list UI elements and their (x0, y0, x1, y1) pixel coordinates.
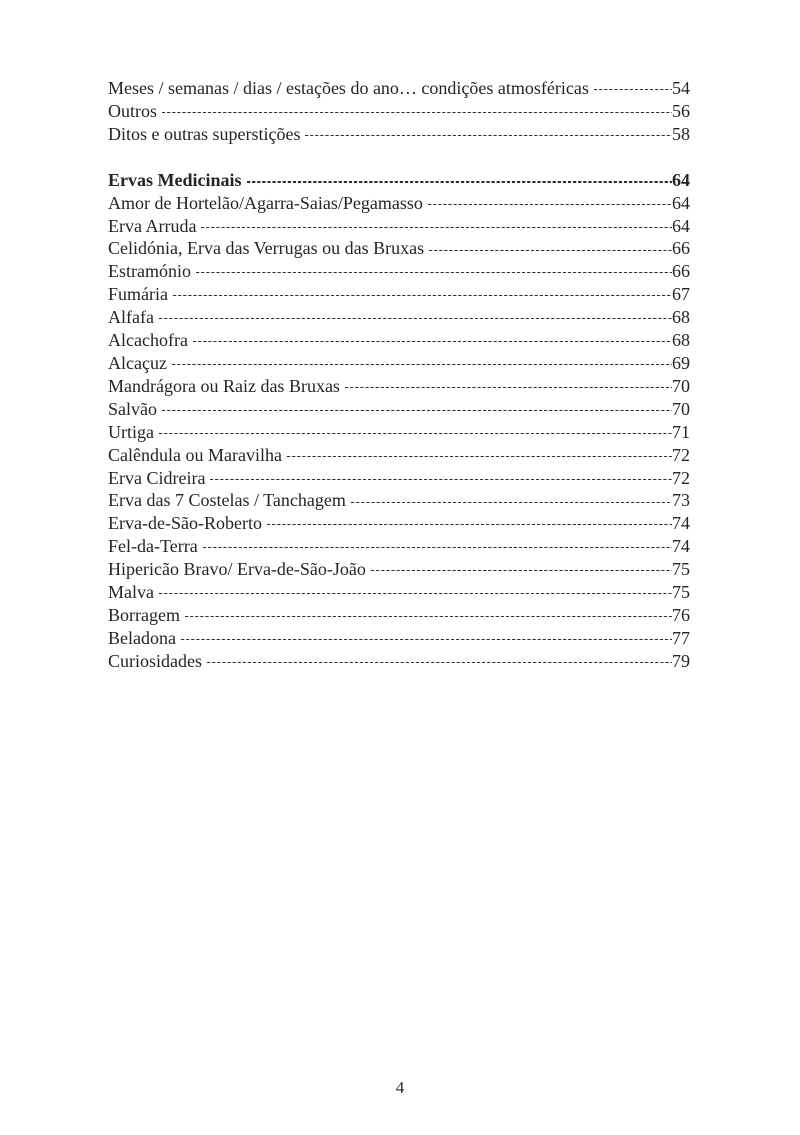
toc-entry-page: 74 (672, 513, 690, 534)
toc-entry (108, 352, 690, 375)
toc-entry-label: Alcachofra (108, 330, 188, 351)
dash-leader (287, 444, 672, 467)
toc-entry-page: 54 (672, 78, 690, 98)
toc-entry-page: 77 (672, 627, 690, 648)
dash-leader (203, 535, 672, 558)
toc-entry-label: Erva Cidreira (108, 467, 206, 488)
toc-entry (108, 535, 690, 558)
dash-leader (428, 192, 672, 215)
toc-entry (108, 192, 690, 215)
toc-entry (108, 581, 690, 604)
toc-entry (108, 489, 690, 512)
toc-entry (108, 283, 690, 306)
toc-entry-label: Amor de Hortelão/Agarra-Saias/Pegamasso (108, 192, 423, 213)
toc-entry-label: Meses / semanas / dias / estações do ano… condições atmosféricas (108, 78, 589, 98)
dash-leader (173, 283, 672, 306)
dash-leader (371, 558, 672, 581)
toc-entry-page: 64 (672, 169, 690, 190)
toc-entry-label: Celidónia, Erva das Verrugas ou das Bruxas (108, 238, 425, 259)
toc-entry-page: 56 (672, 100, 690, 121)
toc-entry-label: Salvão (108, 398, 157, 419)
toc-entry-page: 68 (672, 307, 690, 328)
toc-entry (108, 123, 690, 146)
toc-entry (108, 421, 690, 444)
dash-leader (305, 123, 672, 146)
page-number: 4 (395, 1078, 405, 1097)
toc-entry-page: 68 (672, 330, 690, 351)
toc-entry (108, 329, 690, 352)
toc-entry-page: 69 (672, 352, 690, 373)
toc-entry (108, 237, 690, 260)
dash-leader (345, 375, 672, 398)
dash-leader (594, 77, 672, 100)
toc-entry (108, 215, 690, 238)
toc-entry-page: 66 (672, 261, 690, 282)
toc-entry-label: Mandrágora ou Raiz das Bruxas (108, 375, 340, 396)
toc-entry (108, 650, 690, 673)
toc-entry-page: 64 (672, 215, 690, 236)
toc-section (108, 77, 690, 146)
table-of-contents (108, 77, 690, 673)
toc-entry-label: Fel-da-Terra (108, 536, 198, 557)
toc-entry-page: 76 (672, 604, 690, 625)
dash-leader (207, 650, 672, 673)
toc-section (108, 169, 690, 673)
toc-entry-page: 72 (672, 467, 690, 488)
toc-entry-page: 70 (672, 375, 690, 396)
dash-leader (162, 100, 672, 123)
toc-entry (108, 604, 690, 627)
toc-entry-page: 75 (672, 582, 690, 603)
toc-entry-label: Curiosidades (108, 650, 202, 671)
toc-entry-label: Erva Arruda (108, 215, 197, 236)
toc-entry-page: 58 (672, 123, 690, 144)
toc-entry-page: 71 (672, 421, 690, 442)
toc-entry-page: 74 (672, 536, 690, 557)
toc-entry-label: Alcaçuz (108, 352, 167, 373)
dash-leader (210, 467, 672, 490)
toc-entry-label: Erva-de-São-Roberto (108, 513, 262, 534)
toc-entry-label: Ditos e outras superstições (108, 123, 301, 144)
toc-entry-label: Estramónio (108, 261, 191, 282)
toc-entry (108, 558, 690, 581)
toc-entry-page: 66 (672, 238, 690, 259)
toc-entry (108, 260, 690, 283)
dash-leader (267, 512, 672, 535)
dash-leader (162, 398, 672, 421)
toc-entry (108, 627, 690, 650)
toc-entry (108, 169, 690, 192)
toc-entry-label: Fumária (108, 284, 168, 305)
toc-entry (108, 444, 690, 467)
toc-entry-label: Outros (108, 100, 157, 121)
toc-entry-label: Beladona (108, 627, 176, 648)
dash-leader (429, 237, 672, 260)
toc-entry-label: Calêndula ou Maravilha (108, 444, 282, 465)
toc-entry (108, 375, 690, 398)
toc-entry-label: Erva das 7 Costelas / Tanchagem (108, 490, 346, 511)
toc-entry (108, 467, 690, 490)
dash-leader (181, 627, 672, 650)
dash-leader (159, 306, 672, 329)
toc-entry (108, 77, 690, 100)
toc-entry-label: Urtiga (108, 421, 154, 442)
dash-leader (201, 215, 672, 238)
toc-entry-page: 64 (672, 192, 690, 213)
toc-entry-label: Hipericão Bravo/ Erva-de-São-João (108, 559, 366, 580)
toc-entry (108, 512, 690, 535)
dash-leader (172, 352, 672, 375)
dash-leader (159, 581, 672, 604)
toc-entry (108, 398, 690, 421)
toc-entry-page: 79 (672, 650, 690, 671)
dash-leader (185, 604, 672, 627)
toc-entry-label: Borragem (108, 604, 180, 625)
dash-leader (193, 329, 672, 352)
dash-leader (159, 421, 672, 444)
toc-entry-page: 72 (672, 444, 690, 465)
toc-entry-label: Ervas Medicinais (108, 169, 242, 190)
toc-entry (108, 100, 690, 123)
dash-leader (351, 489, 672, 512)
toc-entry-page: 73 (672, 490, 690, 511)
dash-leader (196, 260, 672, 283)
toc-entry-label: Alfafa (108, 307, 154, 328)
toc-entry-page: 70 (672, 398, 690, 419)
dash-leader (247, 169, 673, 192)
toc-entry-page: 75 (672, 559, 690, 580)
toc-entry (108, 306, 690, 329)
toc-entry-label: Malva (108, 582, 154, 603)
toc-entry-page: 67 (672, 284, 690, 305)
